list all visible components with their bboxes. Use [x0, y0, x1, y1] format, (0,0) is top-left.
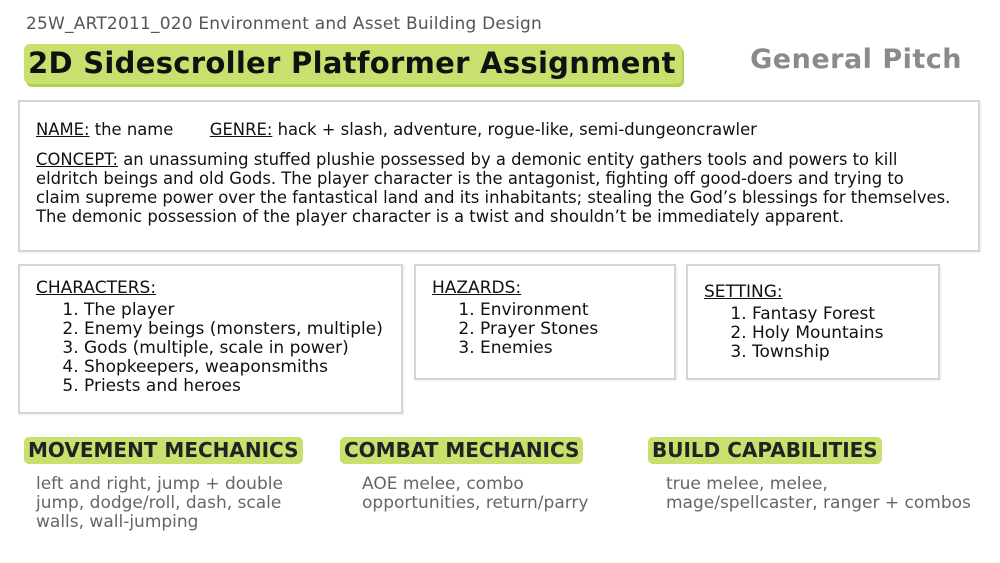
movement-mechanics-text	[36, 475, 283, 532]
list-item: 2. Holy Mountains	[752, 324, 922, 343]
concept-line-4: The demonic possession of the player character is a twist and shouldn’t be immediately apparent.	[36, 207, 845, 226]
name-genre-row	[36, 120, 962, 139]
combat-line: AOE melee, combo	[362, 474, 524, 494]
genre-label: GENRE:	[209, 120, 273, 139]
combat-mechanics-title: COMBAT MECHANICS	[340, 437, 583, 464]
combat-mechanics-text	[362, 475, 588, 513]
list-item: 3. Gods (multiple, scale in power)	[84, 339, 385, 358]
setting-box	[686, 264, 940, 380]
concept-line-3: claim supreme power over the fantastical land and its inhabitants; stealing the God’s blessings for themselves.	[36, 188, 951, 207]
setting-title: SETTING:	[704, 282, 783, 302]
characters-list	[36, 301, 385, 396]
build-capabilities-title: BUILD CAPABILITIES	[648, 437, 882, 464]
course-code: 25W_ART2011_020 Environment and Asset Building Design	[26, 14, 543, 34]
list-item: 1. Fantasy Forest	[752, 305, 922, 324]
build-capabilities-text	[666, 475, 971, 513]
name-value: the name	[94, 120, 174, 139]
characters-box	[18, 264, 403, 414]
name-label: NAME:	[36, 120, 90, 139]
build-line: mage/spellcaster, ranger + combos	[666, 493, 971, 513]
build-line: true melee, melee,	[666, 474, 828, 494]
hazards-list	[432, 301, 658, 358]
pitch-label: General Pitch	[750, 44, 962, 75]
page-title: 2D Sidescroller Platformer Assignment	[24, 44, 682, 84]
concept-line-1	[36, 150, 962, 169]
movement-line: left and right, jump + double	[36, 474, 283, 494]
hazards-box	[414, 264, 676, 380]
movement-line: walls, wall-jumping	[36, 512, 199, 532]
list-item: 3. Township	[752, 343, 922, 362]
concept-box	[18, 100, 980, 252]
concept-label: CONCEPT:	[36, 150, 119, 169]
movement-mechanics-title: MOVEMENT MECHANICS	[24, 437, 303, 464]
characters-title: CHARACTERS:	[36, 278, 157, 298]
combat-line: opportunities, return/parry	[362, 493, 589, 513]
list-item: 2. Prayer Stones	[480, 320, 658, 339]
genre-value: hack + slash, adventure, rogue-like, semi-dungeoncrawler	[277, 120, 757, 139]
movement-line: jump, dodge/roll, dash, scale	[36, 493, 282, 513]
hazards-title: HAZARDS:	[432, 278, 522, 298]
list-item: 2. Enemy beings (monsters, multiple)	[84, 320, 385, 339]
list-item: 3. Enemies	[480, 339, 658, 358]
concept-line-2: eldritch beings and old Gods. The player character is the antagonist, fighting off good-doers and trying to	[36, 169, 904, 188]
list-item: 5. Priests and heroes	[84, 377, 385, 396]
list-item: 1. Environment	[480, 301, 658, 320]
setting-list	[704, 305, 922, 362]
list-item: 4. Shopkeepers, weaponsmiths	[84, 358, 385, 377]
concept-text-1: an unassuming stuffed plushie possessed by a demonic entity gathers tools and powers to kill	[123, 150, 898, 169]
list-item: 1. The player	[84, 301, 385, 320]
